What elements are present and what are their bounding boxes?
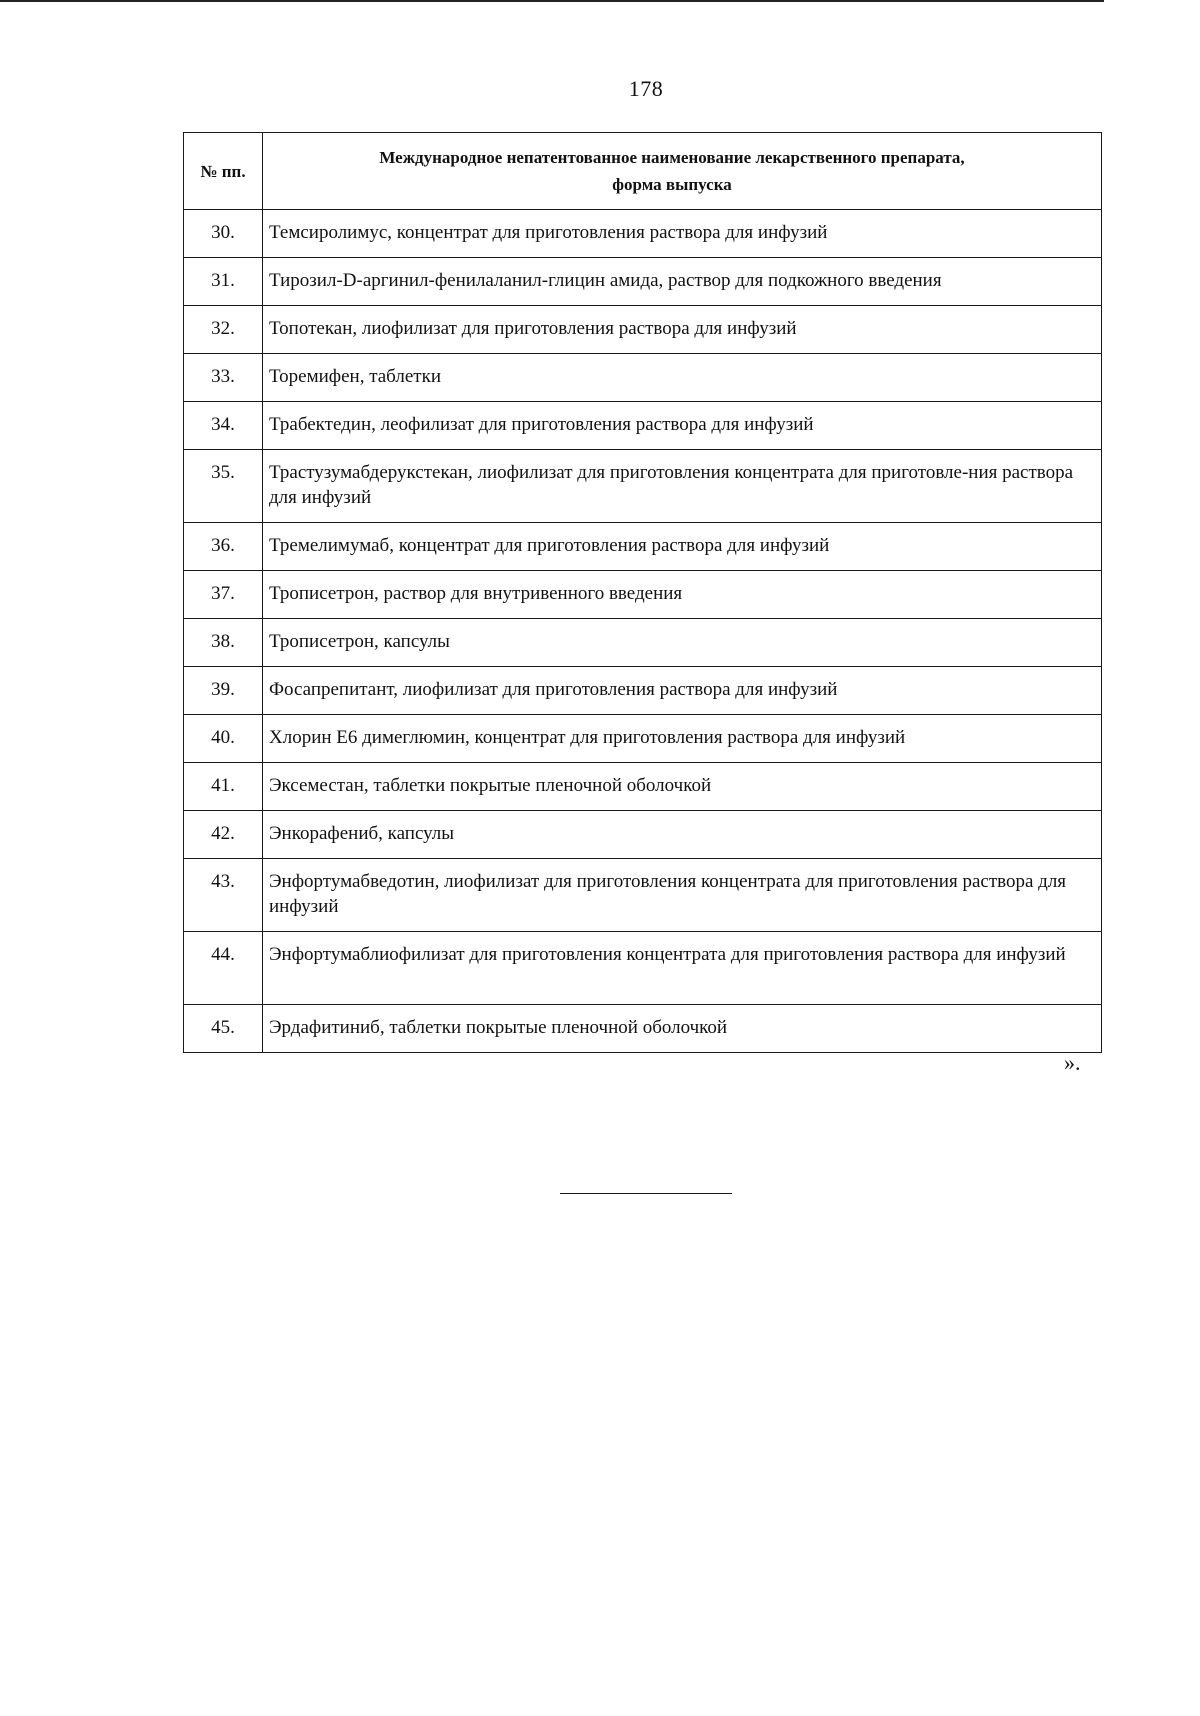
drug-name-cell: Тирозил-D-аргинил-фенилаланил-глицин амида, раствор для подкожного введения: [263, 258, 1102, 306]
drug-name-cell: Торемифен, таблетки: [263, 354, 1102, 402]
drug-name-cell: Топотекан, лиофилизат для приготовления раствора для инфузий: [263, 306, 1102, 354]
row-number: 31.: [184, 258, 263, 306]
row-number: 37.: [184, 571, 263, 619]
end-rule: [560, 1193, 732, 1194]
drug-name-cell: Эрдафитиниб, таблетки покрытые пленочной оболочкой: [263, 1005, 1102, 1053]
closing-quote: ».: [1064, 1050, 1081, 1075]
table-row: [184, 402, 1102, 450]
table-row: [184, 571, 1102, 619]
row-number: 30.: [184, 210, 263, 258]
table-row: [184, 258, 1102, 306]
table-row: [184, 811, 1102, 859]
table-header-row: [184, 133, 1102, 210]
row-number: 36.: [184, 523, 263, 571]
drug-name-cell: Трастузумабдерукстекан, лиофилизат для приготовления концентрата для приготовле-ния раствора для инфузий: [263, 450, 1102, 523]
row-number: 41.: [184, 763, 263, 811]
row-number: 40.: [184, 715, 263, 763]
row-number: 34.: [184, 402, 263, 450]
table-row: [184, 450, 1102, 523]
drug-name-cell: Темсиролимус, концентрат для приготовления раствора для инфузий: [263, 210, 1102, 258]
table-row: [184, 619, 1102, 667]
row-number: 39.: [184, 667, 263, 715]
table-body: [184, 210, 1102, 1053]
row-number: 45.: [184, 1005, 263, 1053]
row-number: 42.: [184, 811, 263, 859]
row-number: 43.: [184, 859, 263, 932]
row-number: 38.: [184, 619, 263, 667]
drug-name-cell: Тремелимумаб, концентрат для приготовления раствора для инфузий: [263, 523, 1102, 571]
drug-name-cell: Энкорафениб, капсулы: [263, 811, 1102, 859]
drug-name-cell: Трописетрон, раствор для внутривенного введения: [263, 571, 1102, 619]
table-row: [184, 932, 1102, 1005]
scan-edge-line: [0, 0, 1104, 2]
header-drug-name: [263, 133, 1102, 210]
table-row: [184, 667, 1102, 715]
table-row: [184, 715, 1102, 763]
table-row: [184, 210, 1102, 258]
drug-name-cell: Эксеместан, таблетки покрытые пленочной оболочкой: [263, 763, 1102, 811]
table-row: [184, 306, 1102, 354]
table-row: [184, 1005, 1102, 1053]
row-number: 44.: [184, 932, 263, 1005]
table-row: [184, 354, 1102, 402]
header-drug-name-line2: форма выпуска: [612, 175, 732, 194]
row-number: 32.: [184, 306, 263, 354]
table-row: [184, 859, 1102, 932]
header-number: № пп.: [184, 133, 263, 210]
table-row: [184, 763, 1102, 811]
drug-name-cell: Хлорин Е6 димеглюмин, концентрат для приготовления раствора для инфузий: [263, 715, 1102, 763]
row-number: 35.: [184, 450, 263, 523]
row-number: 33.: [184, 354, 263, 402]
drug-name-cell: Фосапрепитант, лиофилизат для приготовления раствора для инфузий: [263, 667, 1102, 715]
drug-name-cell: Энфортумаблиофилизат для приготовления концентрата для приготовления раствора для инфузий: [263, 932, 1102, 1005]
page-number: 178: [628, 76, 664, 101]
table-row: [184, 523, 1102, 571]
drug-list-table: [183, 132, 1102, 1053]
drug-name-cell: Трописетрон, капсулы: [263, 619, 1102, 667]
header-drug-name-line1: Международное непатентованное наименование лекарственного препарата,: [379, 148, 965, 167]
drug-name-cell: Энфортумабведотин, лиофилизат для приготовления концентрата для приготовления раствора для инфузий: [263, 859, 1102, 932]
drug-name-cell: Трабектедин, леофилизат для приготовления раствора для инфузий: [263, 402, 1102, 450]
